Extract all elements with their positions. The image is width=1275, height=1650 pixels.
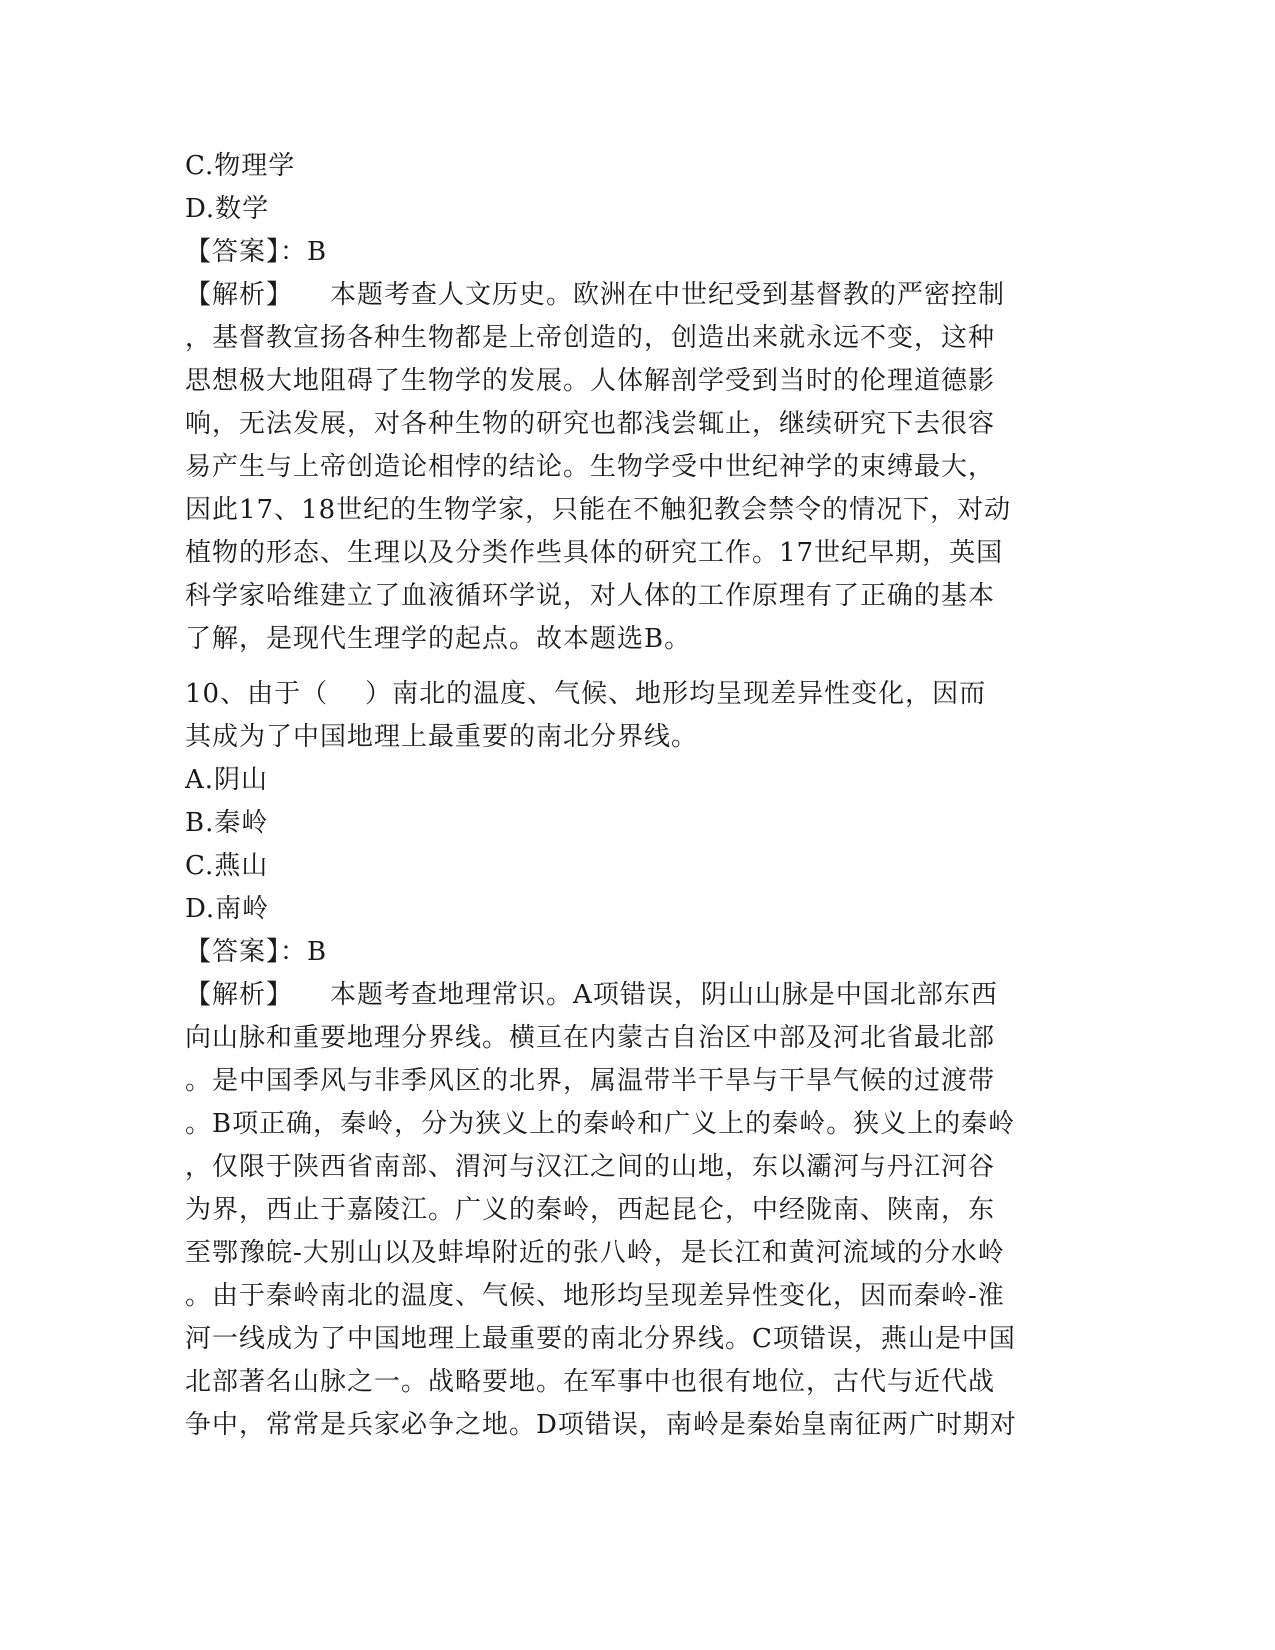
analysis-line: 至鄂豫皖-大别山以及蚌埠附近的张八岭，是长江和黄河流域的分水岭 [185,1238,1005,1268]
analysis-line: ，基督教宣扬各种生物都是上帝创造的，创造出来就永远不变，这种 [185,323,996,353]
analysis-line: 思想极大地阻碍了生物学的发展。人体解剖学受到当时的伦理道德影 [185,366,996,396]
question-10-stem-line: 10、由于（ ）南北的温度、气候、地形均呈现差异性变化，因而 [185,679,987,709]
option-a: A.阴山 [185,765,269,795]
analysis-line: 易产生与上帝创造论相悖的结论。生物学受中世纪神学的束缚最大， [185,452,996,482]
analysis-line: 河一线成为了中国地理上最重要的南北分界线。C项错误，燕山是中国 [185,1324,1016,1354]
question-10 [185,673,1065,759]
option-c: C.物理学 [185,151,296,181]
analysis-line: 。B项正确，秦岭，分为狭义上的秦岭和广义上的秦岭。狭义上的秦岭 [185,1109,1016,1139]
analysis-line: 【解析】 本题考查地理常识。A项错误，阴山山脉是中国北部东西 [185,980,998,1010]
analysis-line: 因此17、18世纪的生物学家，只能在不触犯教会禁令的情况下，对动 [185,495,1012,525]
question-9-options [185,145,1065,231]
analysis-line: ，仅限于陕西省南部、渭河与汉江之间的山地，东以灞河与丹江河谷 [185,1152,996,1182]
question-10-stem-line: 其成为了中国地理上最重要的南北分界线。 [185,722,699,752]
option-d: D.数学 [185,194,270,224]
question-10-analysis [185,974,1065,1447]
question-9-analysis [185,274,1065,661]
option-b: B.秦岭 [185,808,269,838]
analysis-line: 【解析】 本题考查人文历史。欧洲在中世纪受到基督教的严密控制 [185,280,1006,310]
section-gap [185,661,1065,673]
question-10-answer: 【答案】：B [185,937,328,967]
analysis-line: 争中，常常是兵家必争之地。D项错误，南岭是秦始皇南征两广时期对 [185,1410,1017,1440]
analysis-line: 响，无法发展，对各种生物的研究也都浅尝辄止，继续研究下去很容 [185,409,996,439]
option-c: C.燕山 [185,851,269,881]
question-9-answer: 【答案】：B [185,237,328,267]
analysis-line: 北部著名山脉之一。战略要地。在军事中也很有地位，古代与近代战 [185,1367,996,1397]
analysis-line: 为界，西止于嘉陵江。广义的秦岭，西起昆仑，中经陇南、陕南，东 [185,1195,996,1225]
analysis-line: 。由于秦岭南北的温度、气候、地形均呈现差异性变化，因而秦岭-淮 [185,1281,1005,1311]
analysis-line: 植物的形态、生理以及分类作些具体的研究工作。17世纪早期，英国 [185,538,1004,568]
analysis-line: 向山脉和重要地理分界线。横亘在内蒙古自治区中部及河北省最北部 [185,1023,996,1053]
question-10-options [185,759,1065,931]
analysis-line: 了解，是现代生理学的起点。故本题选B。 [185,624,692,654]
analysis-line: 科学家哈维建立了血液循环学说，对人体的工作原理有了正确的基本 [185,581,996,611]
document-content [185,145,1065,1447]
option-d: D.南岭 [185,894,270,924]
analysis-line: 。是中国季风与非季风区的北界，属温带半干旱与干旱气候的过渡带 [185,1066,996,1096]
